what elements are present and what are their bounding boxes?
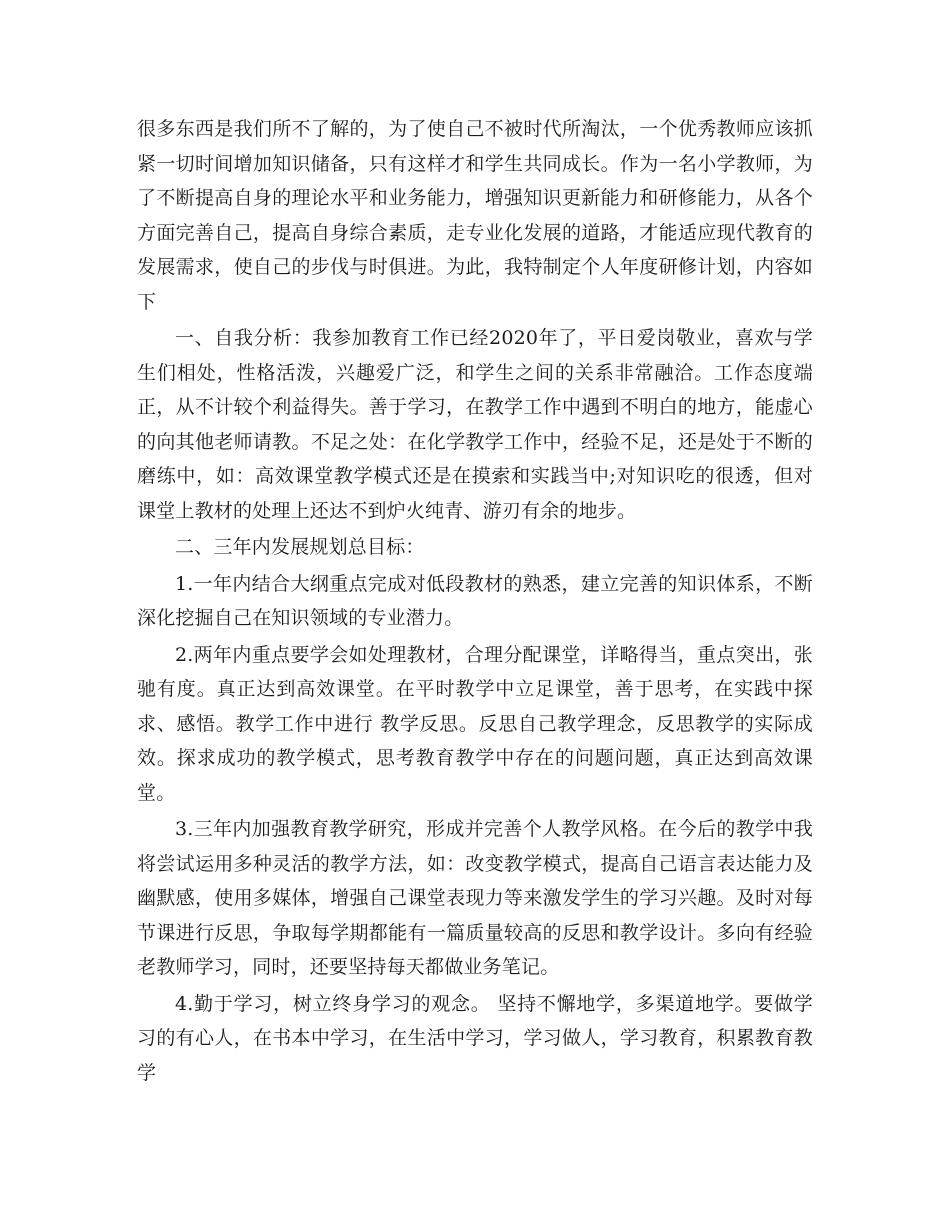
paragraph-goal-4: 4.勤于学习，树立终身学习的观念。 坚持不懈地学，多渠道地学。要做学习的有心人，在书本中学习，在生活中学习，学习做人，学习教育，积累教育教学 [137,992,813,1084]
paragraph-goal-3: 3.三年内加强教育教学研究，形成并完善个人教学风格。在今后的教学中我将尝试运用多种灵活的教学方法，如：改变教学模式，提高自己语言表达能力及幽默感，使用多媒体，增强自己课堂表现力等来激发学生的学习兴趣。及时对每节课进行反思，争取每学期都能有一篇质量较高的反思和教学设计。多向有经验老教师学习，同时，还要坚持每天都做业务笔记。 [137,818,813,978]
paragraph-goal-heading: 二、三年内发展规划总目标： [175,536,425,558]
document-body [137,112,813,1092]
paragraph-intro: 很多东西是我们所不了解的，为了使自己不被时代所淘汰，一个优秀教师应该抓紧一切时间增加知识储备，只有这样才和学生共同成长。作为一名小学教师，为了不断提高自身的理论水平和业务能力，增强知识更新能力和研修能力，从各个方面完善自己，提高自身综合素质，走专业化发展的道路，才能适应现代教育的发展需求，使自己的步伐与时俱进。为此，我特制定个人年度研修计划，内容如下 [137,118,813,313]
paragraph-goal-1: 1.一年内结合大纲重点完成对低段教材的熟悉，建立完善的知识体系，不断深化挖掘自己在知识领域的专业潜力。 [137,572,813,629]
paragraph-self-analysis: 一、自我分析：我参加教育工作已经2020年了，平日爱岗敬业，喜欢与学生们相处，性格活泼，兴趣爱广泛，和学生之间的关系非常融洽。工作态度端正，从不计较个利益得失。善于学习，在教学工作中遇到不明白的地方，能虚心的向其他老师请教。不足之处：在化学教学工作中，经验不足，还是处于不断的磨练中，如：高效课堂教学模式还是在摸索和实践当中;对知识吃的很透，但对课堂上教材的处理上还达不到炉火纯青、游刃有余的地步。 [137,327,813,522]
paragraph-goal-2: 2.两年内重点要学会如处理教材，合理分配课堂，详略得当，重点突出，张驰有度。真正达到高效课堂。在平时教学中立足课堂，善于思考，在实践中探求、感悟。教学工作中进行 教学反思。反思自己教学理念，反思教学的实际成效。探求成功的教学模式，思考教育教学中存在的问题问题，真正达到高效课堂。 [137,643,813,804]
